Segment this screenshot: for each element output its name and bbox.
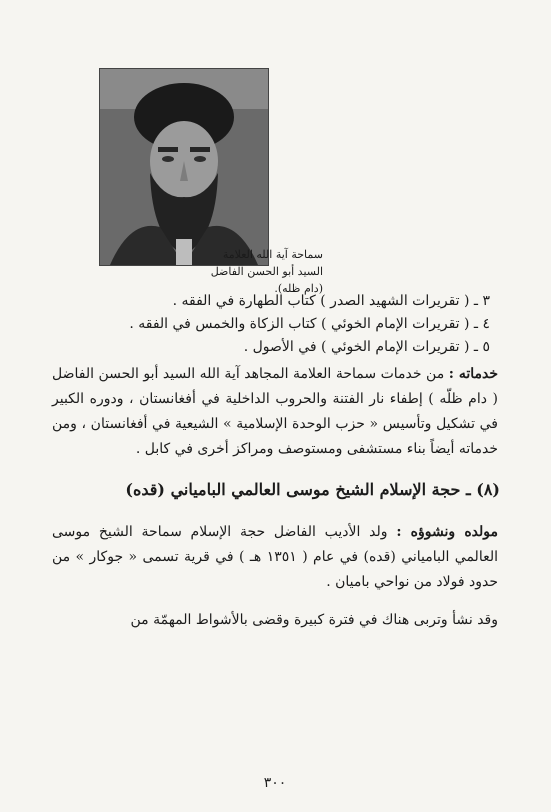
caption-line: السيد أبو الحسن الفاضل (210, 265, 323, 278)
services-label: خدماته : (448, 366, 498, 382)
works-item: ٤ ـ ( تقريرات الإمام الخوئي ) كتاب الزكاة والخمس في الفقه . (129, 316, 490, 332)
portrait-photo (99, 68, 269, 266)
services-paragraph (52, 362, 498, 462)
caption-line: سماحة آية الله العلامة (222, 248, 323, 261)
works-item: ٥ ـ ( تقريرات الإمام الخوئي ) في الأصول . (243, 339, 490, 355)
works-list (129, 290, 490, 359)
works-item: ٣ ـ ( تقريرات الشهيد الصدر ) كتاب الطهارة في الفقه . (172, 293, 490, 309)
birth-label: مولده ونشوؤه : (396, 524, 498, 540)
services-text: من خدمات سماحة العلامة المجاهد آية الله السيد أبو الحسن الفاضل ( دام ظلّه ) إطفاء نار الفتنة والحروب الداخلية في أفغانستان ، ودوره الكبير في تشكيل وتأسيس « حزب الوحدة الإسلامية » الشيعية في أفغانستان ، ومن خدماته أيضاً بناء مستشفى ومستوصف ومراكز أخرى في كابل . (52, 366, 498, 457)
caption-line: (دام ظله). (274, 282, 323, 295)
closing-paragraph (52, 608, 498, 633)
section-heading: (٨) ـ حجة الإسلام الشيخ موسى العالمي البامياني (قده) (125, 480, 500, 499)
closing-line: وقد نشأ وتربى هناك في فترة كبيرة وقضى بالأشواط المهمّة من (130, 612, 498, 628)
page-number: ٣٠٠ (263, 775, 287, 791)
portrait-image (100, 69, 268, 265)
birth-text: ولد الأديب الفاضل حجة الإسلام سماحة الشيخ موسى العالمي البامياني (قده) في عام ( ١٣٥١ هـ ) في قرية تسمى « جوكار » من حدود فولاد من نواحي باميان . (52, 524, 498, 590)
birth-paragraph (52, 520, 498, 595)
